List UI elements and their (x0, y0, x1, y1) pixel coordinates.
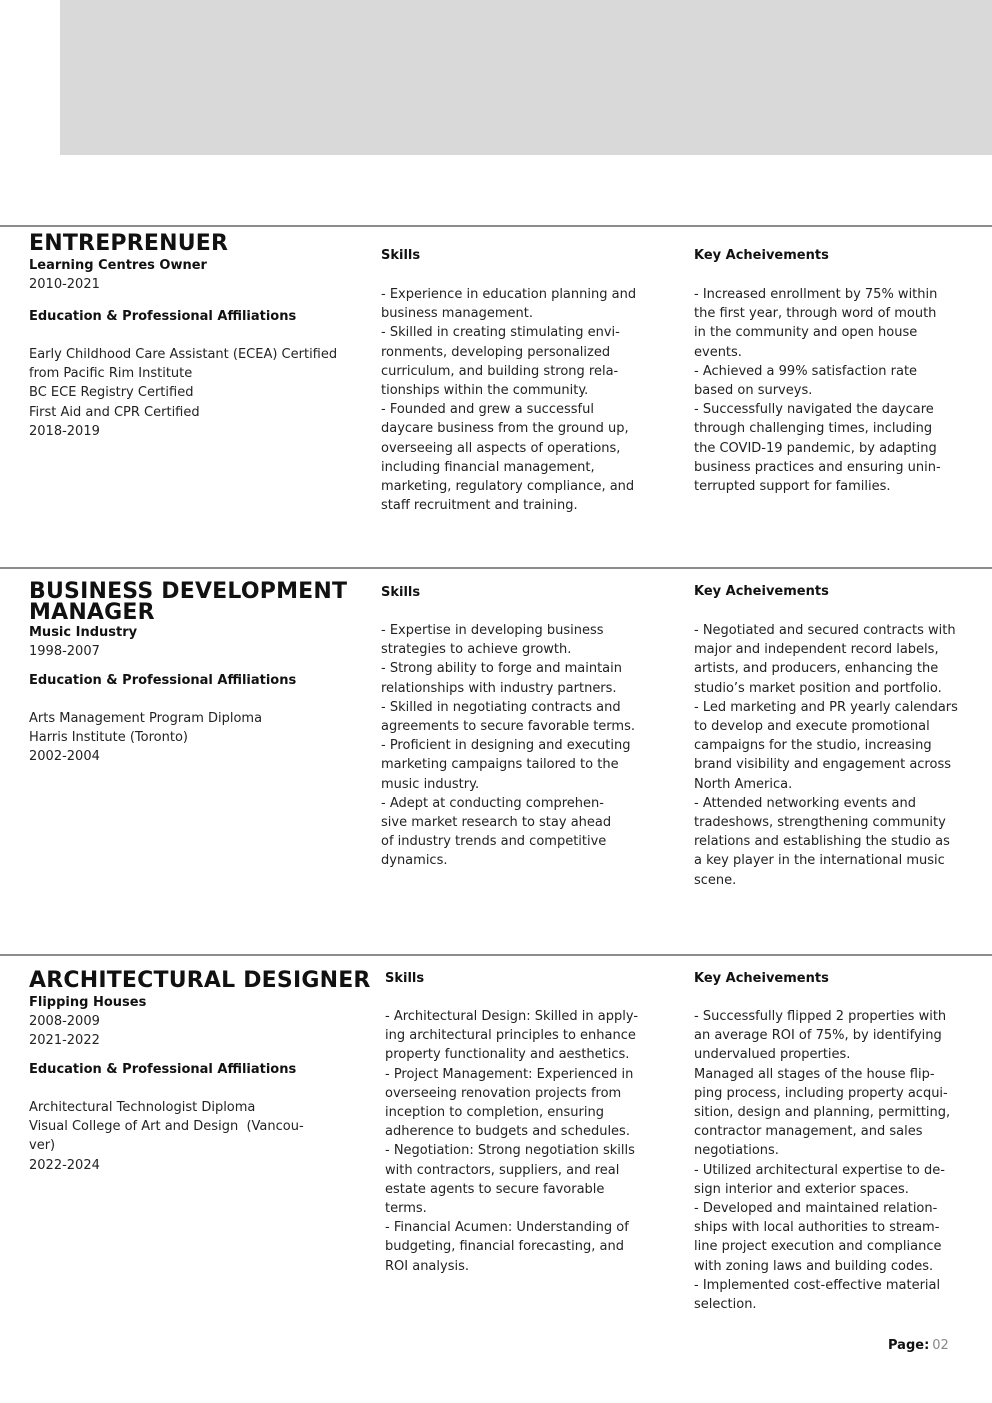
achievements-line: ships with local authorities to stream- (694, 1220, 940, 1236)
skills-line: overseeing all aspects of operations, (381, 440, 621, 456)
years-item: 2010-2021 (29, 277, 100, 292)
skills-line: - Founded and grew a successful (381, 402, 594, 418)
education-line: Architectural Technologist Diploma (29, 1100, 256, 1115)
education-heading: Education & Professional Affiliations (29, 673, 297, 688)
achievements-list (694, 1007, 950, 1314)
section-divider (0, 954, 992, 956)
achievements-line: major and independent record labels, (694, 642, 939, 658)
achievements-line: undervalued properties. (694, 1047, 851, 1063)
achievements-list (694, 621, 958, 890)
education-line: Harris Institute (Toronto) (29, 730, 188, 746)
skills-heading: Skills (381, 248, 421, 263)
skills-line: - Skilled in creating stimulating envi- (381, 325, 620, 341)
skills-line: - Architectural Design: Skilled in apply- (385, 1009, 639, 1024)
achievements-line: in the community and open house (694, 325, 918, 341)
skills-line: inception to completion, ensuring (385, 1105, 604, 1121)
skills-list (381, 285, 636, 515)
skills-line: dynamics. (381, 853, 448, 869)
skills-line: property functionality and aesthetics. (385, 1047, 630, 1063)
achievements-line: contractor management, and sales (694, 1124, 923, 1140)
skills-line: business management. (381, 306, 534, 322)
skills-line: adherence to budgets and schedules. (385, 1124, 630, 1140)
section-title (29, 970, 371, 991)
skills-line: curriculum, and building strong rela- (381, 363, 619, 379)
achievements-line: terrupted support for families. (694, 479, 891, 495)
achievements-line: selection. (694, 1297, 757, 1313)
skills-line: budgeting, financial forecasting, and (385, 1239, 624, 1255)
achievements-line: the COVID-19 pandemic, by adapting (694, 440, 937, 456)
achievements-line: the first year, through word of mouth (694, 306, 937, 322)
skills-line: estate agents to secure favorable (385, 1181, 605, 1197)
skills-line: strategies to achieve growth. (381, 642, 572, 658)
achievements-line: North America. (694, 776, 793, 792)
achievements-list (694, 285, 941, 496)
achievements-line: brand visibility and engagement across (694, 757, 951, 773)
achievements-heading: Key Acheivements (694, 248, 829, 263)
achievements-line: campaigns for the studio, increasing (694, 738, 932, 754)
education-heading: Education & Professional Affiliations (29, 309, 297, 324)
education-line: Early Childhood Care Assistant (ECEA) Certified (29, 347, 338, 362)
education-line: Visual College of Art and Design (Vancou- (29, 1119, 304, 1135)
achievements-line: artists, and producers, enhancing the (694, 661, 939, 677)
achievements-line: negotiations. (694, 1143, 779, 1159)
education-line: 2002-2004 (29, 749, 100, 765)
years-list (29, 642, 100, 661)
header-banner (60, 0, 992, 155)
skills-line: sive market research to stay ahead (381, 815, 612, 831)
achievements-line: studio’s market position and portfolio. (694, 680, 942, 696)
achievements-line: tradeshows, strengthening community (694, 815, 946, 831)
section-title (29, 233, 228, 254)
achievements-line: - Increased enrollment by 75% within (694, 287, 938, 302)
education-line: BC ECE Registry Certified (29, 385, 194, 401)
page-number-value: 02 (932, 1338, 949, 1353)
education-line: ver) (29, 1138, 56, 1154)
achievements-line: a key player in the international music (694, 853, 945, 869)
education-list (29, 1098, 304, 1175)
achievements-line: line project execution and compliance (694, 1239, 942, 1255)
skills-line: overseeing renovation projects from (385, 1085, 622, 1101)
page-label: Page: (888, 1338, 930, 1353)
skills-line: - Experience in education planning and (381, 287, 637, 302)
years-item: 2008-2009 (29, 1014, 100, 1029)
skills-heading: Skills (385, 971, 425, 986)
skills-line: marketing, regulatory compliance, and (381, 479, 635, 495)
skills-line: of industry trends and competitive (381, 834, 607, 850)
achievements-line: - Implemented cost-effective material (694, 1277, 941, 1293)
skills-line: - Financial Acumen: Understanding of (385, 1220, 629, 1236)
skills-line: terms. (385, 1201, 427, 1217)
section-title-line: ARCHITECTURAL DESIGNER (29, 968, 371, 993)
section-divider (0, 567, 992, 569)
skills-line: - Skilled in negotiating contracts and (381, 699, 621, 715)
skills-line: agreements to secure favorable terms. (381, 719, 635, 735)
years-list (29, 275, 100, 294)
section-title-line: ENTREPRENUER (29, 231, 229, 256)
achievements-line: business practices and ensuring unin- (694, 459, 941, 475)
section-subtitle: Flipping Houses (29, 995, 147, 1010)
achievements-line: an average ROI of 75%, by identifying (694, 1028, 942, 1044)
achievements-line: - Developed and maintained relation- (694, 1201, 938, 1217)
achievements-line: events. (694, 344, 742, 360)
section-title (29, 581, 347, 623)
achievements-line: sign interior and exterior spaces. (694, 1181, 909, 1197)
achievements-line: scene. (694, 872, 737, 888)
skills-line: - Project Management: Experienced in (385, 1066, 634, 1082)
achievements-line: relations and establishing the studio as (694, 834, 950, 850)
achievements-heading: Key Acheivements (694, 971, 829, 986)
years-item: 2021-2022 (29, 1033, 100, 1049)
skills-line: - Strong ability to forge and maintain (381, 661, 622, 677)
education-line: First Aid and CPR Certified (29, 404, 200, 420)
achievements-line: - Successfully flipped 2 properties with (694, 1009, 947, 1024)
achievements-line: - Led marketing and PR yearly calendars (694, 699, 958, 715)
years-item: 1998-2007 (29, 644, 100, 659)
skills-line: relationships with industry partners. (381, 680, 617, 696)
section-title-line: BUSINESS DEVELOPMENT (29, 579, 348, 604)
skills-heading: Skills (381, 585, 421, 600)
skills-line: music industry. (381, 776, 480, 792)
education-line: 2018-2019 (29, 423, 100, 439)
education-line: from Pacific Rim Institute (29, 366, 193, 382)
achievements-line: with zoning laws and building codes. (694, 1258, 934, 1274)
education-list (29, 709, 262, 767)
section-divider (0, 225, 992, 227)
skills-line: marketing campaigns tailored to the (381, 757, 619, 773)
education-list (29, 345, 337, 441)
achievements-line: - Attended networking events and (694, 795, 916, 811)
achievements-heading: Key Acheivements (694, 584, 829, 599)
skills-line: ROI analysis. (385, 1258, 469, 1274)
achievements-line: Managed all stages of the house flip- (694, 1066, 935, 1082)
achievements-line: to develop and execute promotional (694, 719, 930, 735)
achievements-line: - Utilized architectural expertise to de- (694, 1162, 945, 1178)
skills-list (381, 621, 635, 871)
skills-line: including financial management, (381, 459, 595, 475)
skills-line: ing architectural principles to enhance (385, 1028, 636, 1044)
education-line: Arts Management Program Diploma (29, 711, 263, 726)
achievements-line: ping process, including property acqui- (694, 1085, 948, 1101)
skills-line: - Negotiation: Strong negotiation skills (385, 1143, 635, 1159)
achievements-line: through challenging times, including (694, 421, 933, 437)
skills-line: daycare business from the ground up, (381, 421, 629, 437)
achievements-line: - Achieved a 99% satisfaction rate (694, 363, 918, 379)
achievements-line: - Successfully navigated the daycare (694, 402, 934, 418)
skills-line: - Expertise in developing business (381, 623, 604, 638)
page-number (888, 1336, 949, 1355)
achievements-line: based on surveys. (694, 383, 813, 399)
achievements-line: - Negotiated and secured contracts with (694, 623, 956, 638)
skills-line: - Proficient in designing and executing (381, 738, 631, 754)
skills-line: - Adept at conducting comprehen- (381, 795, 604, 811)
years-list (29, 1012, 100, 1050)
skills-line: ronments, developing personalized (381, 344, 611, 360)
achievements-line: sition, design and planning, permitting, (694, 1105, 951, 1121)
skills-line: with contractors, suppliers, and real (385, 1162, 620, 1178)
education-line: 2022-2024 (29, 1157, 100, 1173)
section-subtitle: Learning Centres Owner (29, 258, 207, 273)
section-subtitle: Music Industry (29, 625, 138, 640)
skills-list (385, 1007, 638, 1276)
education-heading: Education & Professional Affiliations (29, 1062, 297, 1077)
section-title-line: MANAGER (29, 600, 155, 625)
skills-line: staff recruitment and training. (381, 498, 578, 514)
skills-line: tionships within the community. (381, 383, 589, 399)
